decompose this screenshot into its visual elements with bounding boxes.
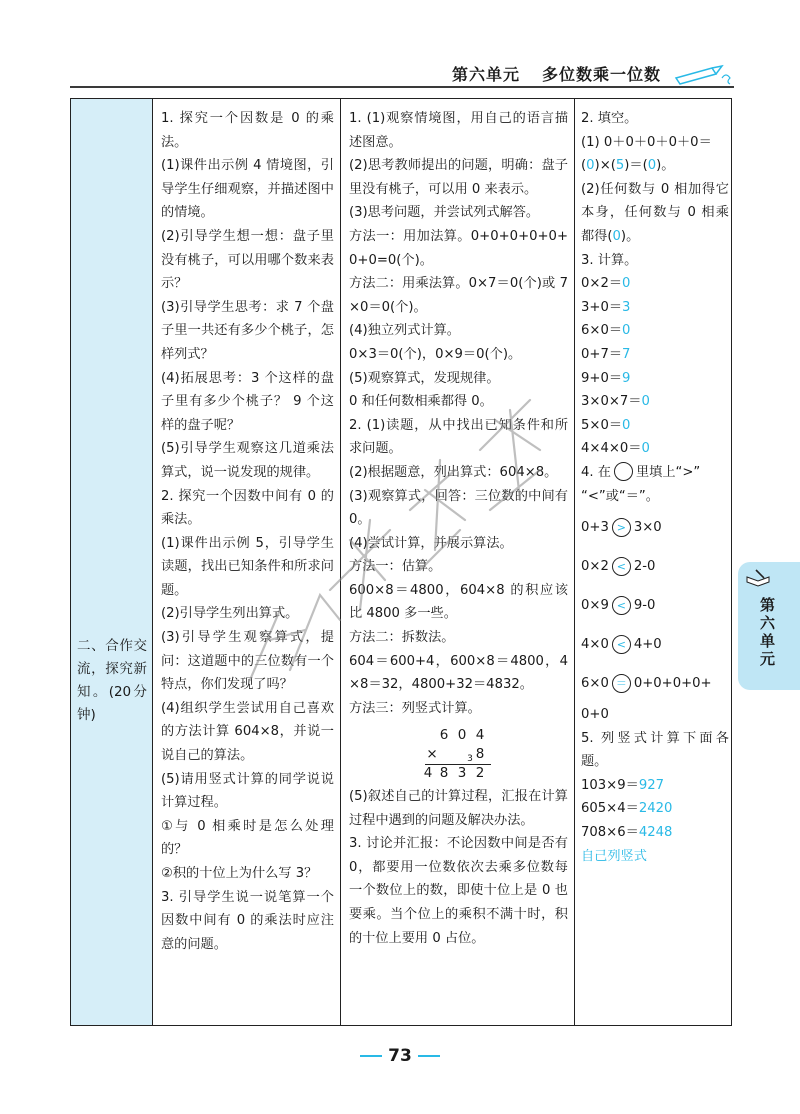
- vertical-calculation: [397, 727, 537, 784]
- q2-answer: 5: [615, 158, 625, 174]
- vcalc-item: [581, 774, 729, 798]
- header-title: [452, 62, 661, 85]
- calc-answer: 9: [622, 370, 631, 386]
- student-step: 1. (1)观察情境图，用自己的语言描述图意。: [349, 111, 568, 150]
- teacher-step: (1)课件出示例 4 情境图，引导学生仔细观察，并描述图中的情境。: [161, 158, 334, 221]
- calc-item: [581, 367, 729, 391]
- q2-title: 2. 填空。: [581, 111, 638, 126]
- student-step: (2)根据题意，列出算式：604×8。: [349, 464, 558, 480]
- compare-circle: <: [612, 635, 631, 654]
- student-step: (3)观察算式，回答：三位数的中间有 0。: [349, 488, 568, 528]
- teacher-activity-column: [153, 99, 341, 1025]
- compare-item: [581, 625, 729, 664]
- carry-digit: 3: [467, 754, 473, 764]
- compare-right: 0+0+0+0+: [633, 676, 712, 692]
- student-activity-text: [341, 99, 574, 720]
- header-divider: [70, 86, 734, 88]
- compare-right: 4+0: [633, 637, 662, 653]
- product-digit: 8: [439, 765, 449, 781]
- calc-answer: 0: [622, 323, 631, 339]
- q2-line2: [581, 154, 729, 178]
- compare-item: [581, 508, 729, 547]
- calc-expr: 9+0＝: [581, 370, 623, 386]
- q2-line1: (1) 0＋0＋0＋0＋0＝: [581, 134, 712, 150]
- vcalc-answer: 2420: [638, 801, 673, 817]
- q2-part2-text: (2)任何数与 0 相加得它本身，任何数与 0 相乘都得(: [581, 181, 729, 244]
- exercise-text: [575, 99, 733, 868]
- compare-left: 0×2: [581, 559, 609, 575]
- vcalc-expr: 103×9＝: [581, 777, 639, 793]
- compare-right: 3×0: [633, 520, 662, 536]
- teacher-step: ①与 0 相乘时是怎么处理的？: [161, 818, 334, 858]
- vcalc-list: [581, 774, 729, 845]
- calc-item: [581, 319, 729, 343]
- calc-expr: 5×0＝: [581, 417, 623, 433]
- calc-item: [581, 390, 729, 414]
- teacher-step: (2)引导学生列出算式。: [161, 606, 299, 622]
- q2-text: (: [581, 158, 587, 174]
- vcalc-expr: 605×4＝: [581, 801, 639, 817]
- unit-side-tab: [738, 562, 800, 690]
- vcalc-answer: 927: [638, 777, 664, 793]
- teacher-step: (4)拓展思考：3 个这样的盘子里有多少个桃子？ 9 个这样的盘子呢？: [161, 370, 334, 433]
- student-step: (2)思考教师提出的问题，明确：盘子里没有桃子，可以用 0 来表示。: [349, 158, 568, 197]
- calc-expr: 6×0＝: [581, 323, 623, 339]
- vcalc-item: [581, 797, 729, 821]
- teacher-step: 1. 探究一个因数是 0 的乘法。: [161, 111, 334, 150]
- q3-title: 3. 计算。: [581, 252, 638, 268]
- student-step: 2. (1)读题，从中找出已知条件和所求问题。: [349, 417, 568, 457]
- teacher-step: (4)组织学生尝试用自己喜欢的方法计算 604×8，并说一说自己的算法。: [161, 700, 334, 764]
- compare-left: 6×0: [581, 676, 609, 692]
- teacher-step: (5)引导学生观察这几道乘法算式，说一说发现的规律。: [161, 441, 334, 480]
- calc-expr: 4×4×0＝: [581, 441, 642, 457]
- student-activity-column: [341, 99, 575, 1025]
- q2-part2-answer: 0: [612, 228, 621, 244]
- q2-part2: [581, 178, 729, 249]
- compare-circle: ＝: [612, 674, 631, 693]
- q4-pre: 4. 在: [581, 464, 611, 480]
- multiplicand-digit: 0: [457, 727, 467, 743]
- multiply-sign: ×: [426, 746, 438, 762]
- student-step: 0×3＝0(个)，0×9＝0(个)。: [349, 346, 522, 362]
- unit-title: 多位数乘一位数: [542, 65, 662, 84]
- self-note: 自己列竖式: [581, 848, 647, 864]
- q2-text: )＝(: [624, 158, 648, 174]
- student-step: (3)思考问题，并尝试列式解答。: [349, 205, 540, 221]
- multiplicand-digit: 4: [475, 727, 485, 743]
- compare-list: [581, 508, 729, 703]
- product-digit: 4: [423, 765, 433, 781]
- compare-right: 2-0: [633, 559, 656, 575]
- calc-answer: 0: [641, 441, 650, 457]
- calc-answer: 7: [622, 346, 631, 362]
- teacher-step: (5)请用竖式计算的同学说说计算过程。: [161, 771, 334, 811]
- student-step: 方法一：用加法算。0+0+0+0+0+0+0=0(个)。: [349, 228, 568, 268]
- student-step: 方法一：估算。: [349, 559, 442, 575]
- compare-item: [581, 547, 729, 586]
- q2-text: )×(: [594, 158, 616, 174]
- student-step: (4)独立列式计算。: [349, 323, 460, 339]
- student-step: 600×8＝4800，604×8 的积应该比 4800 多一些。: [349, 582, 568, 622]
- student-step: 0 和任何数相乘都得 0。: [349, 394, 493, 410]
- student-step: (5)观察算式，发现规律。: [349, 370, 500, 386]
- compare-circle: <: [612, 557, 631, 576]
- vcalc-expr: 708×6＝: [581, 825, 639, 841]
- q5-title: 5. 列竖式计算下面各题。: [581, 730, 729, 770]
- page-number-dash: [360, 1055, 382, 1057]
- teacher-activity-text: [153, 99, 340, 956]
- q2-part2-end: )。: [620, 228, 640, 244]
- compare-left: 0×9: [581, 598, 609, 614]
- calc-item: [581, 437, 729, 461]
- calc-answer: 0: [641, 394, 650, 410]
- student-step: (4)尝试计算，并展示算法。: [349, 535, 513, 551]
- q2-answer: 0: [586, 158, 595, 174]
- product-digit: 3: [457, 765, 467, 781]
- circle-blank: [614, 462, 633, 481]
- product-digit: 2: [475, 765, 485, 781]
- student-step: 方法二：拆数法。: [349, 630, 455, 646]
- calc-answer: 0: [622, 417, 631, 433]
- compare-tail: 0+0: [581, 707, 609, 723]
- compare-item: [581, 586, 729, 625]
- calc-expr: 3×0×7＝: [581, 394, 642, 410]
- exercise-column: [575, 99, 733, 1025]
- student-step: 604＝600+4，600×8＝4800，4×8＝32，4800+32＝4832。: [349, 653, 568, 693]
- page-number-value: 73: [388, 1046, 412, 1066]
- student-activity-text-2: [341, 785, 574, 950]
- calc-item: [581, 272, 729, 296]
- teacher-step: (3)引导学生思考：求 7 个盘子里一共还有多少个桃子，怎样列式？: [161, 299, 334, 362]
- student-step: (5)叙述自己的计算过程，汇报在计算过程中遇到的问题及解决办法。: [349, 789, 568, 828]
- compare-item: [581, 664, 729, 703]
- pencil-icon: [672, 60, 736, 86]
- calc-answer: 3: [622, 299, 631, 315]
- compare-right: 9-0: [633, 598, 656, 614]
- q2-answer: 0: [647, 158, 657, 174]
- teacher-step: 3. 引导学生说一说笔算一个因数中间有 0 的乘法时应注意的问题。: [161, 889, 334, 952]
- compare-circle: >: [612, 518, 631, 537]
- book-pen-icon: [744, 568, 772, 590]
- compare-circle: <: [612, 596, 631, 615]
- calc-expr: 3+0＝: [581, 299, 623, 315]
- side-tab-label: 第六单元: [760, 596, 776, 668]
- stage-column: [71, 99, 153, 1025]
- unit-label: 第六单元: [452, 65, 521, 84]
- page-number: [0, 1046, 800, 1066]
- calc-list: [581, 272, 729, 461]
- calc-answer: 0: [622, 276, 631, 292]
- teacher-step: (1)课件出示例 5，引导学生读题，找出已知条件和所求问题。: [161, 535, 334, 598]
- compare-left: 4×0: [581, 637, 609, 653]
- stage-label: 二、合作交流，探究新知。(20分钟): [77, 638, 147, 723]
- multiplier-digit: 8: [475, 746, 485, 762]
- calc-expr: 0×2＝: [581, 276, 623, 292]
- q4-line2: “<”或“＝”。: [581, 488, 659, 504]
- q4-post: 里填上“>”: [635, 464, 701, 480]
- lesson-table: [70, 98, 732, 1026]
- student-step: 3. 讨论并汇报：不论因数中间是否有 0，都要用一位数依次去乘多位数每一个数位上的数，即使十位上是 0 也要乘。当个位上的乘积不满十时，积的十位上要用 0 占位。: [349, 836, 568, 946]
- compare-left: 0+3: [581, 520, 609, 536]
- q2-text: )。: [656, 158, 675, 174]
- page-number-dash: [418, 1055, 440, 1057]
- teacher-step: (2)引导学生想一想：盘子里没有桃子，可以用哪个数来表示？: [161, 228, 334, 292]
- calc-item: [581, 296, 729, 320]
- calc-item: [581, 414, 729, 438]
- student-step: 方法二：用乘法算。0×7＝0(个)或 7×0＝0(个)。: [349, 276, 568, 315]
- vcalc-answer: 4248: [638, 825, 673, 841]
- teacher-step: (3)引导学生观察算式，提问：这道题中的三位数有一个特点，你们发现了吗？: [161, 630, 334, 693]
- vcalc-item: [581, 821, 729, 845]
- q4-title: [581, 461, 729, 485]
- teacher-step: 2. 探究一个因数中间有 0 的乘法。: [161, 488, 334, 528]
- multiplicand-digit: 6: [439, 727, 449, 743]
- calc-item: [581, 343, 729, 367]
- calc-expr: 0+7＝: [581, 346, 623, 362]
- teacher-step: ②积的十位上为什么写 3？: [161, 866, 318, 881]
- student-step: 方法三：列竖式计算。: [349, 700, 481, 716]
